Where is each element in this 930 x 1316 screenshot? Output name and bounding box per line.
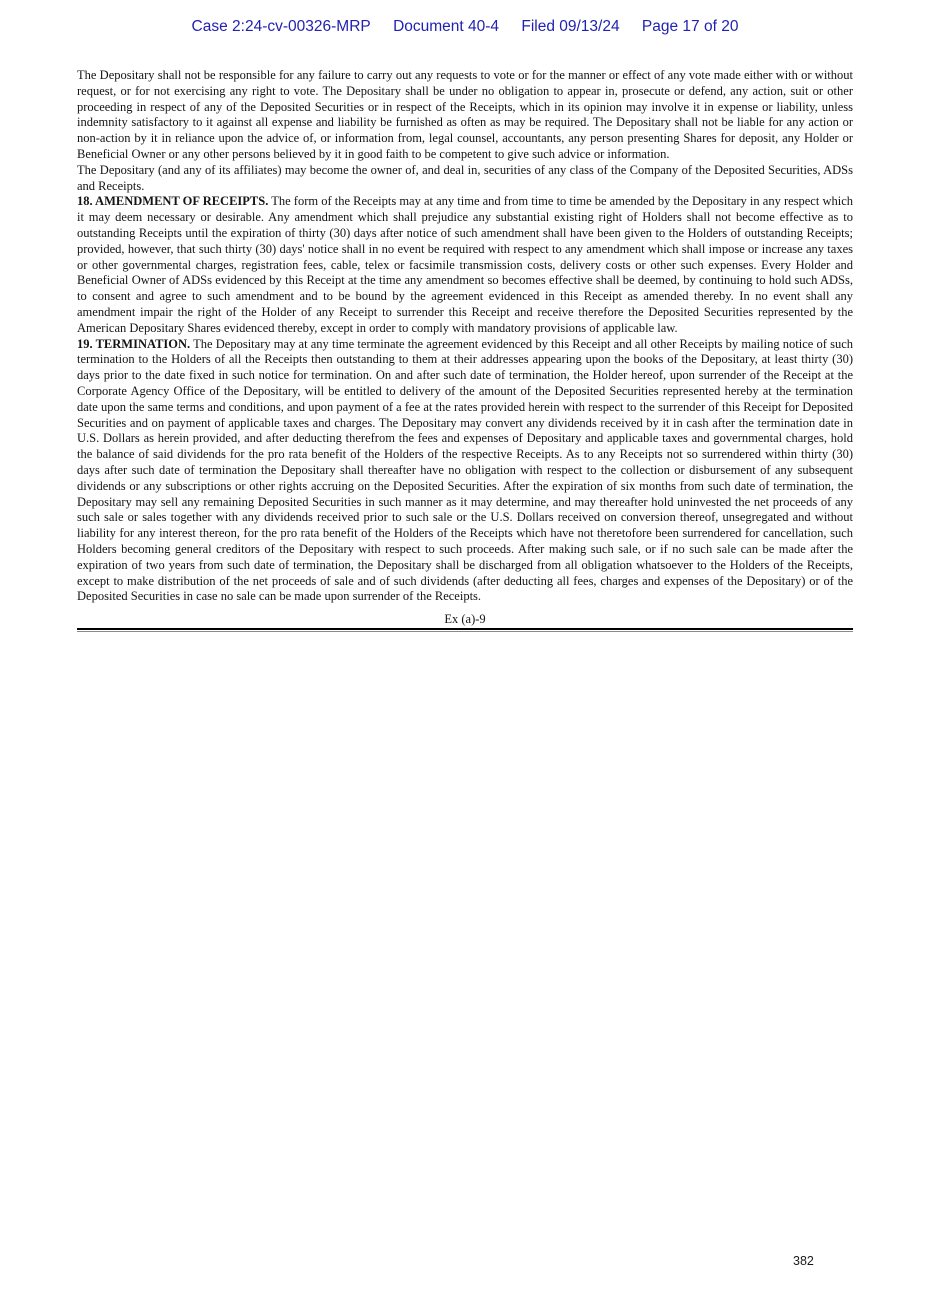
page-indicator: Page 17 of 20 <box>641 18 739 35</box>
case-number: Case 2:24-cv-00326-MRP <box>191 18 371 35</box>
paragraph-text: The Depositary shall not be responsible for any failure to carry out any requests to vote or for the manner or effect of any vote made either with or without request, or for not exercising any right to vote. The Depositary shall be under no obligation to appear in, prosecute or defend, any action, suit or other proceeding in respect of any of the Deposited Securities or in respect of the Receipts, which in its opinion may involve it in expense or liability, unless indemnity satisfactory to it against all expense and liability be furnished as often as may be required. The Depositary shall not be liable for any action or non-action by it in reliance upon the advice of, or information from, legal counsel, accountants, any person presenting Shares for deposit, any Holder or Beneficial Owner or any other persons believed by it in good faith to be competent to give such advice or information. <box>77 68 853 161</box>
page-number: 382 <box>793 1254 814 1268</box>
paragraph-amendment-of-receipts <box>77 194 853 336</box>
section-heading-18: 18. AMENDMENT OF RECEIPTS. <box>77 194 269 209</box>
document-body <box>77 68 853 632</box>
paragraph-text: The form of the Receipts may at any time and from time to time be amended by the Depositary in any respect which it may deem necessary or desirable. Any amendment which shall prejudice any substantial existing right of Holders shall not become effective as to outstanding Receipts until the expiration of thirty (30) days after notice of such amendment shall have been given to the Holders of outstanding Receipts; provided, however, that such thirty (30) days' notice shall in no event be required with respect to any amendment which shall impose or increase any taxes or other governmental charges, registration fees, cable, telex or facsimile transmission costs, delivery costs or other such expenses. Every Holder and Beneficial Owner of ADSs evidenced by this Receipt at the time any amendment so becomes effective shall be deemed, by continuing to hold such ADSs, to consent and agree to such amendment and to be bound by the agreement evidenced in this Receipt as amended thereby. In no event shall any amendment impair the right of the Holder of any Receipt to surrender this Receipt and receive therefore the Deposited Securities represented by the American Depositary Shares evidenced thereby, except in order to comply with mandatory provisions of applicable law. <box>77 194 854 335</box>
court-filing-stamp <box>0 18 930 36</box>
exhibit-label: Ex (a)-9 <box>444 612 486 627</box>
paragraph-text: The Depositary may at any time terminate the agreement evidenced by this Receipt and all other Receipts by mailing notice of such termination to the Holders of all the Receipts then outstanding to them at their addresses appearing upon the books of the Depositary, at least thirty (30) days prior to the date fixed in such notice for termination. On and after such date of termination, the Holder hereof, upon surrender of the Receipt at the Corporate Agency Office of the Depositary, will be entitled to delivery of the amount of the Deposited Securities represented hereby at the termination date upon the same terms and conditions, and upon payment of a fee at the rates provided herein with respect to the surrender of this Receipt for Deposited Securities and on payment of applicable taxes and charges. The Depositary may convert any dividends received by it in cash after the termination date in U.S. Dollars as herein provided, and after deducting therefrom the fees and expenses of Depositary and applicable taxes and governmental charges, hold the balance of said dividends for the pro rata benefit of the Holders of the respective Receipts. As to any Receipts not so surrendered within thirty (30) days after such date of termination the Depositary shall thereafter have no obligation with respect to the collection or disbursement of any subsequent dividends or any subscriptions or other rights accruing on the Deposited Securities. After the expiration of six months from such date of termination, the Depositary may sell any remaining Deposited Securities in such manner as it may determine, and may thereafter hold uninvested the net proceeds of any such sale or sales together with any dividends received prior to such sale or the U.S. Dollars received on conversion thereof, unsegregated and without liability for any interest thereon, for the pro rata benefit of the Holders of the Receipts which have not theretofore been surrendered for cancellation, such Holders becoming general creditors of the Depositary with respect to such proceeds. After making such sale, or if no such sale can be made after the expiration of two years from such date of termination, the Depositary shall be discharged from all obligation whatsoever to the Holders of the Receipts, except to make distribution of the net proceeds of sale and of such dividends (after deducting all fees, charges and expenses of the Depositary) or of the Deposited Securities in case no sale can be made upon surrender of the Receipts. <box>77 336 854 604</box>
document-number: Document 40-4 <box>393 18 500 35</box>
section-heading-19: 19. TERMINATION. <box>77 336 191 351</box>
paragraph-depositary-liability <box>77 68 853 163</box>
horizontal-rule <box>77 628 853 632</box>
paragraph-depositary-ownership <box>77 163 853 195</box>
paragraph-text: The Depositary (and any of its affiliates) may become the owner of, and deal in, securities of any class of the Company of the Deposited Securities, ADSs and Receipts. <box>77 162 853 193</box>
paragraph-termination <box>77 337 853 606</box>
filed-date: Filed 09/13/24 <box>521 18 620 35</box>
